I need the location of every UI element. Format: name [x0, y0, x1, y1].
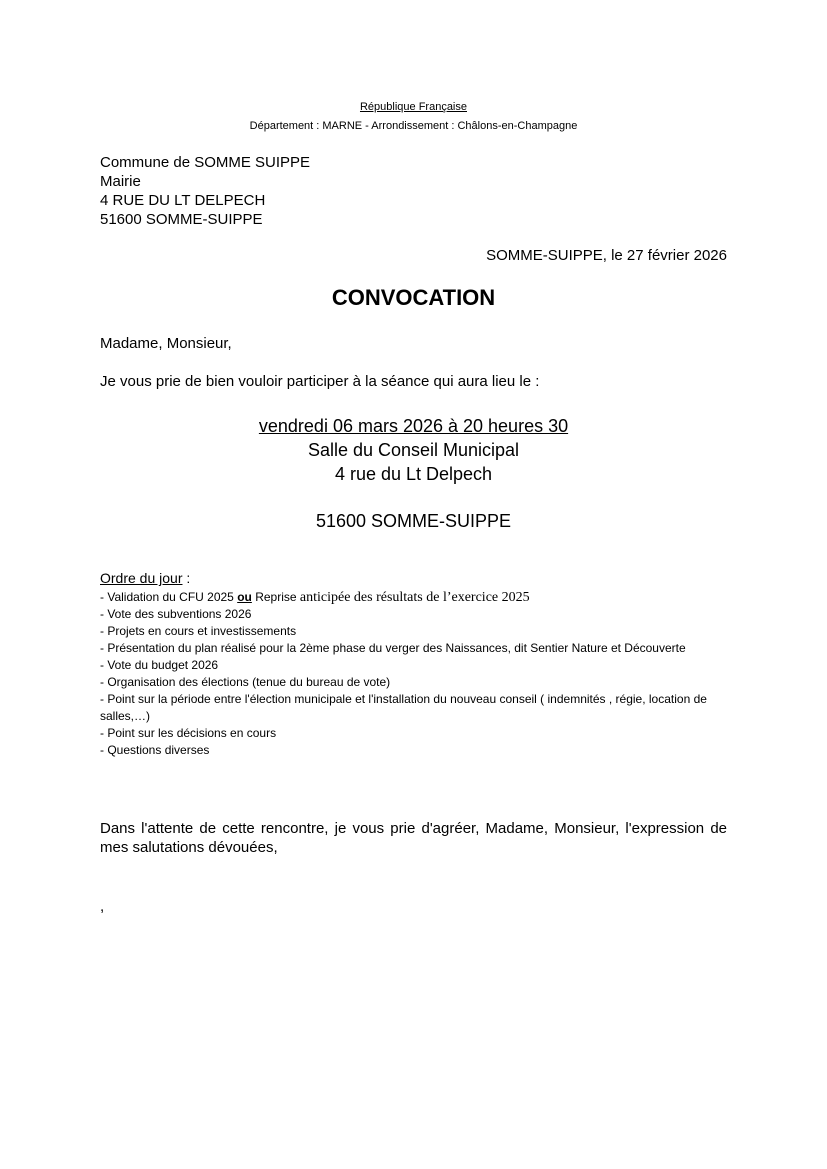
closing-paragraph: Dans l'attente de cette rencontre, je vous prie d'agréer, Madame, Monsieur, l'expression de mes salutations dévouées,	[100, 820, 727, 856]
page-title: CONVOCATION	[331, 285, 496, 310]
agenda-item: - Questions diverses	[100, 743, 210, 757]
agenda-item-serif-text: anticipée des résultats de l’exercice 2025	[299, 590, 530, 605]
sender-commune: Commune de SOMME SUIPPE	[100, 154, 311, 171]
agenda-item: - Vote des subventions 2026	[100, 607, 252, 621]
agenda-list	[100, 589, 727, 759]
agenda-item: - Organisation des élections (tenue du bureau de vote)	[100, 675, 391, 689]
meeting-street: 4 rue du Lt Delpech	[334, 464, 493, 484]
agenda-heading-label: Ordre du jour	[100, 570, 183, 586]
agenda-item: - Vote du budget 2026	[100, 658, 219, 672]
date-line: SOMME-SUIPPE, le 27 février 2026	[486, 247, 727, 264]
agenda-item: - Point sur la période entre l'élection municipale et l'installation du nouveau conseil ( indemnités , régie, location de salles,…)	[100, 692, 707, 723]
agenda-item-emphasis: ou	[237, 590, 252, 604]
sender-city: 51600 SOMME-SUIPPE	[100, 211, 263, 228]
sender-office: Mairie	[100, 173, 141, 190]
agenda-item: - Point sur les décisions en cours	[100, 726, 277, 740]
agenda-heading	[100, 570, 190, 586]
intro-text: Je vous prie de bien vouloir participer à la séance qui aura lieu le :	[100, 373, 540, 390]
agenda-item: - Présentation du plan réalisé pour la 2ème phase du verger des Naissances, dit Sentier Nature et Découverte	[100, 641, 686, 655]
republic-header: République Française	[359, 101, 467, 113]
signature-mark: ,	[100, 898, 105, 915]
agenda-heading-colon: :	[182, 570, 191, 586]
sender-address	[100, 153, 310, 229]
agenda-item-text: - Validation du CFU 2025	[100, 590, 238, 604]
agenda-item	[100, 589, 727, 606]
meeting-datetime: vendredi 06 mars 2026 à 20 heures 30	[258, 416, 569, 436]
department-line: Département : MARNE - Arrondissement : Châlons-en-Champagne	[249, 120, 578, 132]
sender-street: 4 RUE DU LT DELPECH	[100, 192, 266, 209]
agenda-item: - Projets en cours et investissements	[100, 624, 297, 638]
meeting-city: 51600 SOMME-SUIPPE	[315, 511, 512, 531]
salutation: Madame, Monsieur,	[100, 335, 232, 352]
meeting-room: Salle du Conseil Municipal	[307, 440, 520, 460]
agenda-item-text: Reprise	[251, 590, 300, 604]
